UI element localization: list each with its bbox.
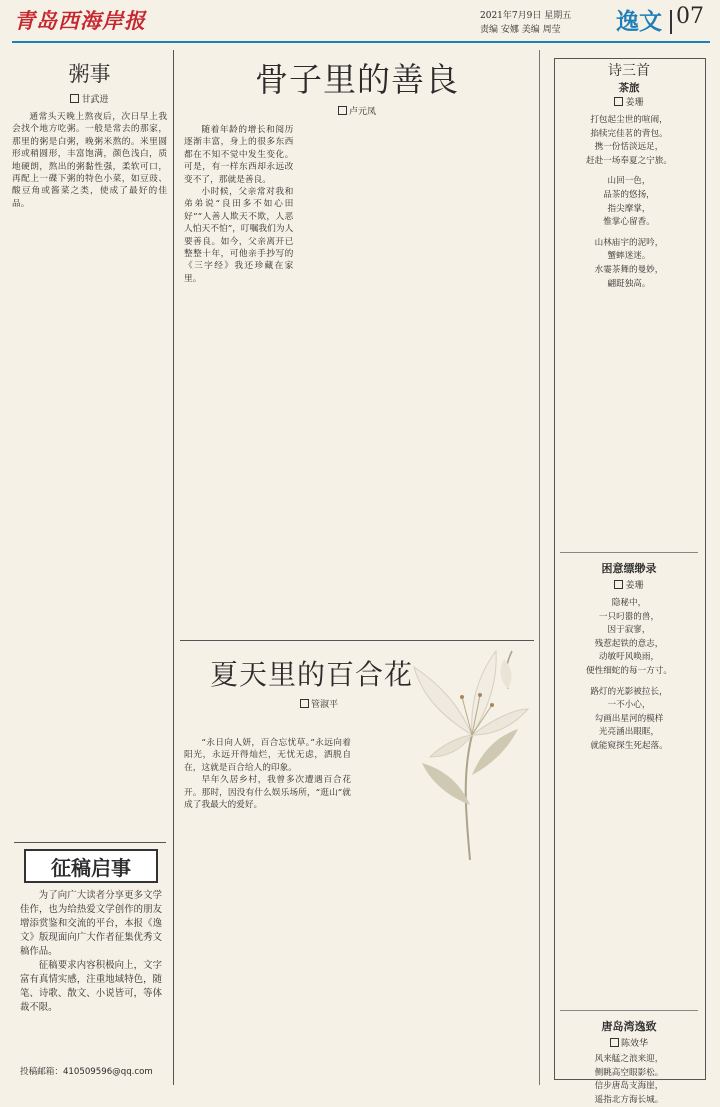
article-body (184, 124, 528, 638)
poem-line: 光亮涵出眼眶， (598, 727, 660, 738)
author-name: 卢元凤 (348, 107, 376, 117)
poem-line: 风来艋之浪来迎， (594, 1054, 664, 1064)
poem-line: 指尖摩掌， (607, 203, 651, 214)
issue-date: 2021年7月9日 星期五 (480, 11, 572, 21)
newspaper-logo: 青岛西海岸报 (14, 8, 146, 33)
article-byline (300, 697, 338, 710)
page-number: 07 (676, 4, 704, 29)
column-rule (173, 50, 174, 1085)
article-byline (180, 104, 534, 117)
poem-body (556, 114, 702, 291)
poem-line: 蟹蟀迷迷。 (607, 251, 651, 262)
article-body (184, 737, 528, 1083)
poem-line: 遥指北方海长城。 (594, 1094, 664, 1105)
poem-chalv (556, 80, 702, 291)
poem-line: 勾画出星河的模样 (594, 713, 664, 724)
ad-paragraph: 为了向广大读者分享更多文学佳作，也为给热爱文学创作的朋友增添赏鉴和交流的平台，本报《逸文》版现面向广大作者征集优秀文稿作品。 (20, 890, 162, 957)
article-body (12, 111, 167, 843)
masthead (0, 0, 720, 42)
poem-line: 赶赴一场奉夏之宁旅。 (586, 155, 672, 166)
column-rule (539, 50, 540, 1085)
article-baihehua (180, 645, 534, 1090)
ad-title: 征稿启事 (51, 856, 131, 880)
poem-line: 山林庙宇的泥吟， (594, 237, 664, 248)
poem-line: 掐犊完佳茗的背包。 (590, 128, 668, 139)
call-for-papers-box (14, 845, 166, 1081)
article-title: 骨子里的善良 (255, 60, 459, 99)
poem-line: 翩跹独高。 (607, 278, 651, 289)
poem-line: 品茶的悠扬， (603, 189, 655, 200)
ad-paragraph: 征稿要求内容积极向上，文字富有真情实感，注重地域特色，随笔、诗歌、散文、小说皆可，等体裁不限。 (20, 960, 162, 1013)
poems-column (546, 50, 712, 1105)
poem-line: 因于寂寥， (607, 625, 651, 636)
poem-line: 打包起尘世的喧闹， (590, 115, 668, 125)
poem-byline (556, 578, 702, 591)
poem-kunyi (556, 560, 702, 754)
poem-title: 困意缥缈录 (601, 562, 657, 575)
poem-title: 唐岛湾逸致 (601, 1020, 657, 1033)
article-guzili (180, 52, 534, 642)
poem-body (556, 597, 702, 754)
byline-box-icon (610, 1038, 619, 1047)
article-paragraph: 早年久居乡村，我曾多次遭遇百合花开。那时，因没有什么娱乐场所，“逛山”就成了我最大的爱好。 (184, 775, 351, 811)
byline-box-icon (614, 580, 623, 589)
author-name: 甘武进 (81, 95, 109, 105)
poem-line: 便性细蛇的每一方寸。 (586, 665, 672, 676)
masthead-rule (12, 41, 710, 43)
poem-divider (560, 552, 698, 553)
article-paragraph: 通常头天晚上熬夜后，次日早上我会找个地方吃粥。一般是常去的那家，那里的粥是白粥，晚粥米熬的。米里圆形或稍圆形，丰富饱满，颜色浅白，质地硬朗，熬出的粥黏性强，柔软可口，再配上一碟下粥的特色小菜，如豆豉、酸豆角或酱菜之类，使成了最好的佳品。 (12, 112, 167, 209)
poem-line: 一不小心， (607, 700, 651, 711)
byline-box-icon (338, 106, 347, 115)
ad-top-rule (14, 842, 166, 843)
byline-box-icon (70, 94, 79, 103)
poem-line: 就能窥探生死起落。 (590, 740, 668, 751)
section-divider (670, 10, 672, 34)
poem-line: 信步唐岛支海崖， (594, 1081, 664, 1092)
poem-line: 残惹起铁的意志， (594, 638, 664, 649)
article-paragraph: 小时候，父亲常对我和弟弟说“良田多不如心田好”“人善人欺天不欺，人恶人怕天不怕”，叮嘱我们为人要善良。如今，父亲离开已整整十年，可他亲手抄写的《三字经》我还珍藏在家里。 (184, 187, 294, 284)
byline-box-icon (300, 699, 309, 708)
poem-line: 侧眺高空眼影松。 (594, 1067, 664, 1078)
poem-line: 携一份恬淡远足， (594, 142, 664, 153)
article-title: 夏天里的百合花 (210, 658, 414, 691)
article-paragraph: 随着年龄的增长和阅历逐渐丰富，身上的很多东西都在不知不觉中发生变化。可是，有一样东西却永远改变不了，那就是善良。 (184, 125, 294, 185)
author-name: 姜珊 (625, 581, 644, 591)
poem-line: 山回一色， (607, 176, 651, 187)
article-title: 粥事 (68, 62, 111, 86)
ad-contact-email: 投稿邮箱：410509596@qq.com (20, 1067, 153, 1077)
section-name: 逸文 (616, 8, 662, 35)
poem-line: 动敏吁风唤雨， (598, 652, 660, 663)
article-paragraph: “永日向人妍，百合忘忧草。”永远向着阳光，永远开得灿烂，无忧无虑，洒脱自在，这就是百合给人的印象。 (184, 738, 351, 773)
author-name: 陈效华 (620, 1039, 648, 1049)
byline-box-icon (614, 97, 623, 106)
poem-line: 一只叼嚣的兽， (598, 611, 660, 622)
author-name: 姜珊 (625, 98, 644, 108)
poems-header: 诗三首 (608, 63, 650, 79)
poem-byline (556, 1036, 702, 1049)
author-name: 管淑平 (311, 700, 339, 710)
section-separator (180, 640, 534, 641)
editor-credits: 责编 安娜 美编 周莹 (480, 25, 561, 35)
poem-byline (556, 95, 702, 108)
poem-line: 水霎茶舞的曼妙， (594, 264, 664, 275)
ad-body (20, 889, 162, 1061)
article-zhoushi (12, 56, 167, 842)
article-byline (12, 92, 167, 105)
poem-body (556, 1053, 702, 1107)
poem-line: 隐秘中， (611, 598, 647, 608)
poem-tangdaowan (556, 1018, 702, 1107)
poem-title: 茶旅 (618, 82, 640, 94)
poem-line: 惟掌心留香。 (603, 217, 655, 228)
poem-divider (560, 1010, 698, 1011)
poem-line: 路灯的光影被拉长， (590, 686, 668, 697)
